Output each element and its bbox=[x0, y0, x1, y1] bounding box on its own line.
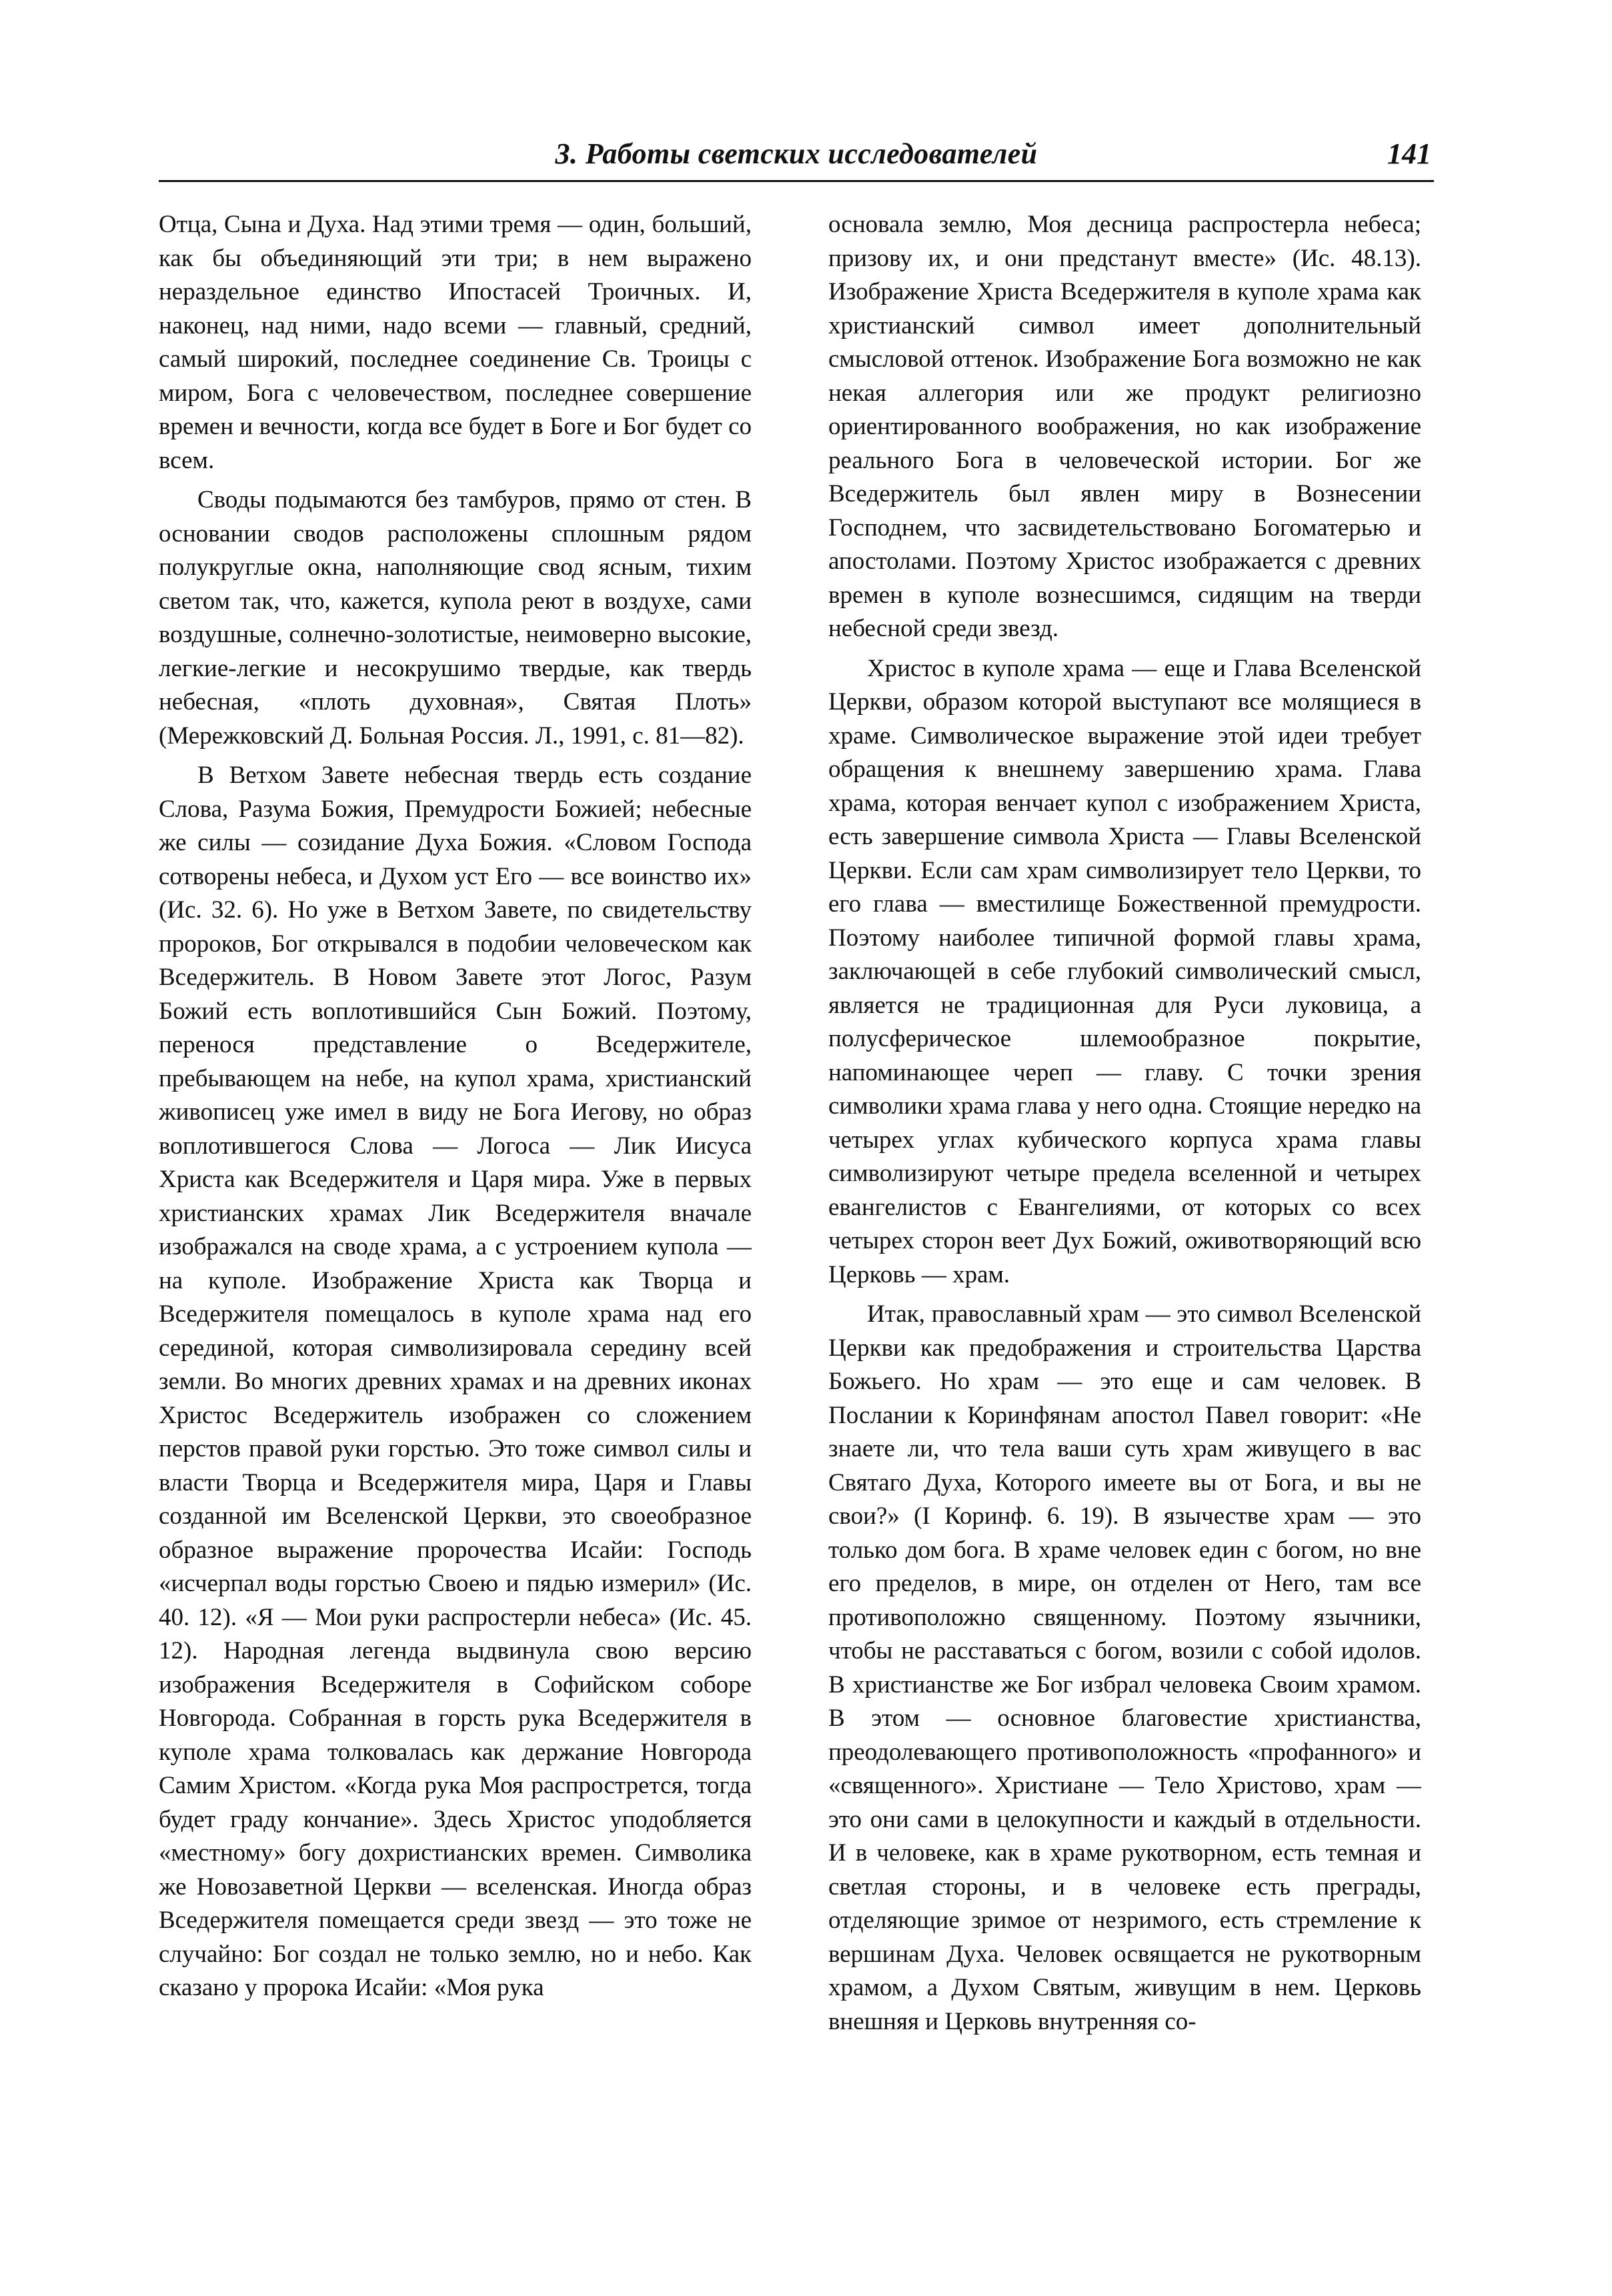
right-text-column bbox=[828, 208, 1421, 2162]
left-text-column bbox=[159, 208, 752, 2162]
running-header bbox=[159, 131, 1434, 182]
right-paragraph-1: основала землю, Моя десница распростерла небеса; призову их, и они предстанут вместе» (Ис. 48.13). Изображение Христа Вседержителя в куполе храма как христианский символ имеет дополнительный смысловой оттенок. Изображение Бога возможно не как некая аллегория или же продукт религиозно ориентированного воображения, но как изображение реального Бога в человеческой истории. Бог же Вседержитель был явлен миру в Вознесении Господнем, что засвидетельствовано Богоматерью и апостолами. Поэтому Христос изображается с древних времен в куполе вознесшимся, сидящим на тверди небесной среди звезд. bbox=[828, 211, 1421, 642]
left-paragraph-2: Своды подымаются без тамбуров, прямо от стен. В основании сводов расположены сплошным рядом полукруглые окна, наполняющие свод ясным, тихим светом так, что, кажется, купола реют в воздухе, сами воздушные, солнечно-золотистые, неимоверно высокие, легкие-легкие и несокрушимо твердые, как твердь небесная, «плоть духовная», Святая Плоть» (Мережковский Д. Больная Россия. Л., 1991, с. 81—82). bbox=[159, 486, 752, 750]
page-number: 141 bbox=[1387, 137, 1431, 170]
left-paragraph-1: Отца, Сына и Духа. Над этими тремя — один, больший, как бы объединяющий эти три; в нем выражено нераздельное единство Ипостасей Троичных. И, наконец, над ними, надо всеми — главный, средний, самый широкий, последнее соединение Св. Троицы с миром, Бога с человечеством, последнее совершение времен и вечности, когда все будет в Боге и Бог будет со всем. bbox=[159, 211, 752, 474]
right-paragraph-2: Христос в куполе храма — еще и Глава Вселенской Церкви, образом которой выступают все молящиеся в храме. Символическое выражение этой идеи требует обращения к внешнему завершению храма. Глава храма, которая венчает купол с изображением Христа, есть завершение символа Христа — Главы Вселенской Церкви. Если сам храм символизирует тело Церкви, то его глава — вместилище Божественной премудрости. Поэтому наиболее типичной формой главы храма, заключающей в себе глубокий символический смысл, является не традиционная для Руси луковица, а полусферическое шлемообразное покрытие, напоминающее череп — главу. С точки зрения символики храма глава у него одна. Стоящие нередко на четырех углах кубического корпуса храма главы символизируют четыре предела вселенной и четырех евангелистов с Евангелиями, от которых со всех четырех сторон веет Дух Божий, оживотворяющий всю Церковь — храм. bbox=[828, 654, 1421, 1288]
running-title: 3. Работы светских исследователей bbox=[555, 137, 1038, 170]
left-paragraph-3: В Ветхом Завете небесная твердь есть создание Слова, Разума Божия, Премудрости Божией; небесные же силы — созидание Духа Божия. «Словом Господа сотворены небеса, и Духом уст Его — все воинство их» (Ис. 32. 6). Но уже в Ветхом Завете, по свидетельству пророков, Бог открывался в подобии человеческом как Вседержитель. В Новом Завете этот Логос, Разум Божий есть воплотившийся Сын Божий. Поэтому, перенося представление о Вседержителе, пребывающем на небе, на купол храма, христианский живописец уже имел в виду не Бога Иегову, но образ воплотившегося Слова — Логоса — Лик Иисуса Христа как Вседержителя и Царя мира. Уже в первых христианских храмах Лик Вседержителя вначале изображался на своде храма, а с устроением купола — на куполе. Изображение Христа как Творца и Вседержителя помещалось в куполе храма над его серединой, которая символизировала середину всей земли. Во многих древних храмах и на древних иконах Христос Вседержитель изображен со сложением перстов правой руки горстью. Это тоже символ силы и власти Творца и Вседержителя мира, Царя и Главы созданной им Вселенской Церкви, это своеобразное образное выражение пророчества Исайи: Господь «исчерпал воды горстью Своею и пядью измерил» (Ис. 40. 12). «Я — Мои руки распростерли небеса» (Ис. 45. 12). Народная легенда выдвинула свою версию изображения Вседержителя в Софийском соборе Новгорода. Собранная в горсть рука Вседержителя в куполе храма толковалась как держание Новгорода Самим Христом. «Когда рука Моя распрострется, тогда будет граду кончание». Здесь Христос уподобляется «местному» богу дохристианских времен. Символика же Новозаветной Церкви — вселенская. Иногда образ Вседержителя помещается среди звезд — это тоже не случайно: Бог создал не только землю, но и небо. Как сказано у пророка Исайи: «Моя рука bbox=[159, 762, 752, 2001]
right-paragraph-3: Итак, православный храм — это символ Вселенской Церкви как предображения и строительства Царства Божьего. Но храм — это еще и сам человек. В Послании к Коринфянам апостол Павел говорит: «Не знаете ли, что тела ваши суть храм живущего в вас Святаго Духа, Которого имеете вы от Бога, и вы не свои?» (I Коринф. 6. 19). В язычестве храм — это только дом бога. В храме человек един с богом, но вне его пределов, в мире, он отделен от Него, там все противоположно священному. Поэтому язычники, чтобы не расставаться с богом, возили с собой идолов. В христианстве же Бог избрал человека Своим храмом. В этом — основное благовестие христианства, преодолевающего противоположность «профанного» и «священного». Христиане — Тело Христово, храм — это они сами в целокупности и каждый в отдельности. И в человеке, как в храме рукотворном, есть темная и светлая стороны, и в человеке есть преграды, отделяющие зримое от незримого, есть стремление к вершинам Духа. Человек освящается не рукотворным храмом, а Духом Святым, живущим в нем. Церковь внешняя и Церковь внутренняя со- bbox=[828, 1300, 1421, 2035]
